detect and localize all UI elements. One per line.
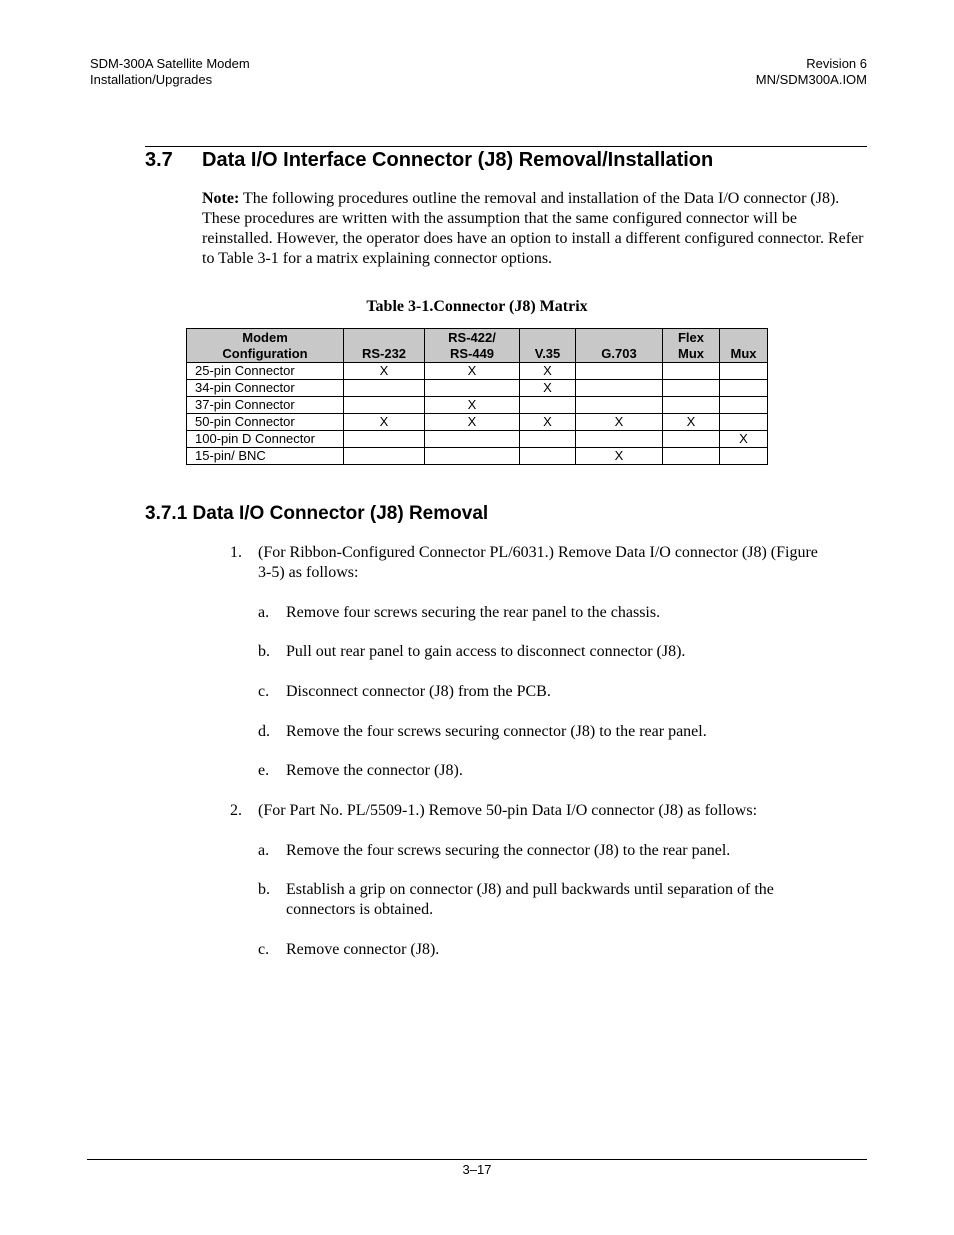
header-cell: Modem Configuration bbox=[187, 329, 344, 363]
table-cell bbox=[576, 363, 663, 380]
table-cell bbox=[344, 448, 425, 465]
table-cell bbox=[425, 380, 520, 397]
table-cell bbox=[576, 380, 663, 397]
header-cell: RS-232 bbox=[344, 329, 425, 363]
table-header-row bbox=[187, 329, 768, 363]
table-cell: X bbox=[576, 414, 663, 431]
row-label: 15-pin/ BNC bbox=[187, 448, 344, 465]
step-text: Establish a grip on connector (J8) and pull backwards until separation of the connectors is obtained. bbox=[286, 881, 774, 918]
step-text: (For Part No. PL/5509-1.) Remove 50-pin Data I/O connector (J8) as follows: bbox=[258, 802, 758, 819]
table-row bbox=[187, 448, 768, 465]
table-cell bbox=[520, 397, 576, 414]
step-text: Remove the connector (J8). bbox=[286, 762, 463, 779]
table-cell bbox=[663, 431, 720, 448]
row-label: 37-pin Connector bbox=[187, 397, 344, 414]
table-cell bbox=[663, 448, 720, 465]
table-cell bbox=[344, 431, 425, 448]
table-row bbox=[187, 397, 768, 414]
table-cell: X bbox=[425, 397, 520, 414]
table-cell: X bbox=[720, 431, 768, 448]
table-cell: X bbox=[520, 363, 576, 380]
note-paragraph bbox=[202, 189, 867, 269]
table-cell: X bbox=[520, 380, 576, 397]
step-marker: a. bbox=[258, 842, 270, 859]
step-marker: b. bbox=[258, 881, 270, 898]
section-rule bbox=[145, 146, 867, 147]
table-cell: X bbox=[520, 414, 576, 431]
page-number: 3–17 bbox=[462, 1162, 492, 1177]
table-cell bbox=[663, 397, 720, 414]
table-row bbox=[187, 414, 768, 431]
step-text: Remove four screws securing the rear panel to the chassis. bbox=[286, 604, 661, 621]
table-cell: X bbox=[576, 448, 663, 465]
step-marker: a. bbox=[258, 604, 270, 621]
step-marker: d. bbox=[258, 723, 270, 740]
row-label: 34-pin Connector bbox=[187, 380, 344, 397]
step-marker: 1. bbox=[230, 544, 242, 561]
note-text: The following procedures outline the removal and installation of the Data I/O connector (J8). These procedures are written with the assumption that the same configured connector will be reinstalled. However, the operator does have an option to install a different configured connector. Refer to Table 3-1 for a matrix explaining connector options. bbox=[202, 190, 864, 267]
header-chapter: Installation/Upgrades bbox=[90, 72, 213, 87]
table-cell bbox=[663, 380, 720, 397]
table-cell: X bbox=[344, 363, 425, 380]
section-heading bbox=[145, 149, 713, 172]
table-cell bbox=[720, 448, 768, 465]
step-marker: e. bbox=[258, 762, 270, 779]
step-text: Remove connector (J8). bbox=[286, 941, 440, 958]
table-cell bbox=[344, 380, 425, 397]
step-text: Disconnect connector (J8) from the PCB. bbox=[286, 683, 551, 700]
table-row bbox=[187, 363, 768, 380]
note-label: Note: bbox=[202, 190, 240, 207]
header-cell: RS-422/ RS-449 bbox=[425, 329, 520, 363]
step-text: Pull out rear panel to gain access to disconnect connector (J8). bbox=[286, 643, 686, 660]
step-marker: c. bbox=[258, 683, 270, 700]
row-label: 100-pin D Connector bbox=[187, 431, 344, 448]
table-caption: Table 3-1.Connector (J8) Matrix bbox=[366, 298, 588, 315]
table-cell: X bbox=[663, 414, 720, 431]
table-cell bbox=[663, 363, 720, 380]
step-text: Remove the four screws securing connector (J8) to the rear panel. bbox=[286, 723, 707, 740]
step-text: Remove the four screws securing the connector (J8) to the rear panel. bbox=[286, 842, 731, 859]
header-revision: Revision 6 bbox=[806, 56, 867, 71]
step-marker: c. bbox=[258, 941, 270, 958]
table-row bbox=[187, 431, 768, 448]
table-cell bbox=[576, 431, 663, 448]
header-doc-id: MN/SDM300A.IOM bbox=[755, 72, 867, 87]
section-title: Data I/O Interface Connector (J8) Removal/Installation bbox=[202, 149, 714, 171]
header-cell: Flex Mux bbox=[663, 329, 720, 363]
table-cell bbox=[720, 380, 768, 397]
table-cell: X bbox=[425, 414, 520, 431]
footer-rule bbox=[87, 1159, 867, 1160]
running-header-left bbox=[90, 56, 250, 88]
step-marker: b. bbox=[258, 643, 270, 660]
header-product: SDM-300A Satellite Modem bbox=[90, 56, 250, 71]
header-cell: V.35 bbox=[520, 329, 576, 363]
table-cell bbox=[520, 431, 576, 448]
table-cell: X bbox=[344, 414, 425, 431]
step-text: (For Ribbon-Configured Connector PL/6031.) Remove Data I/O connector (J8) (Figure 3-5) as follows: bbox=[258, 544, 818, 581]
table-cell bbox=[425, 448, 520, 465]
table-cell bbox=[720, 414, 768, 431]
table-cell bbox=[720, 363, 768, 380]
row-label: 25-pin Connector bbox=[187, 363, 344, 380]
step-marker: 2. bbox=[230, 802, 242, 819]
table-row bbox=[187, 380, 768, 397]
subsection-heading: 3.7.1 Data I/O Connector (J8) Removal bbox=[145, 503, 489, 524]
table-cell bbox=[720, 397, 768, 414]
section-number: 3.7 bbox=[145, 149, 173, 171]
running-header-right bbox=[756, 56, 867, 88]
table-cell: X bbox=[425, 363, 520, 380]
row-label: 50-pin Connector bbox=[187, 414, 344, 431]
table-cell bbox=[520, 448, 576, 465]
table-cell bbox=[576, 397, 663, 414]
header-cell: Mux bbox=[720, 329, 768, 363]
table-cell bbox=[344, 397, 425, 414]
connector-matrix-table bbox=[186, 328, 768, 465]
table-cell bbox=[425, 431, 520, 448]
header-cell: G.703 bbox=[576, 329, 663, 363]
